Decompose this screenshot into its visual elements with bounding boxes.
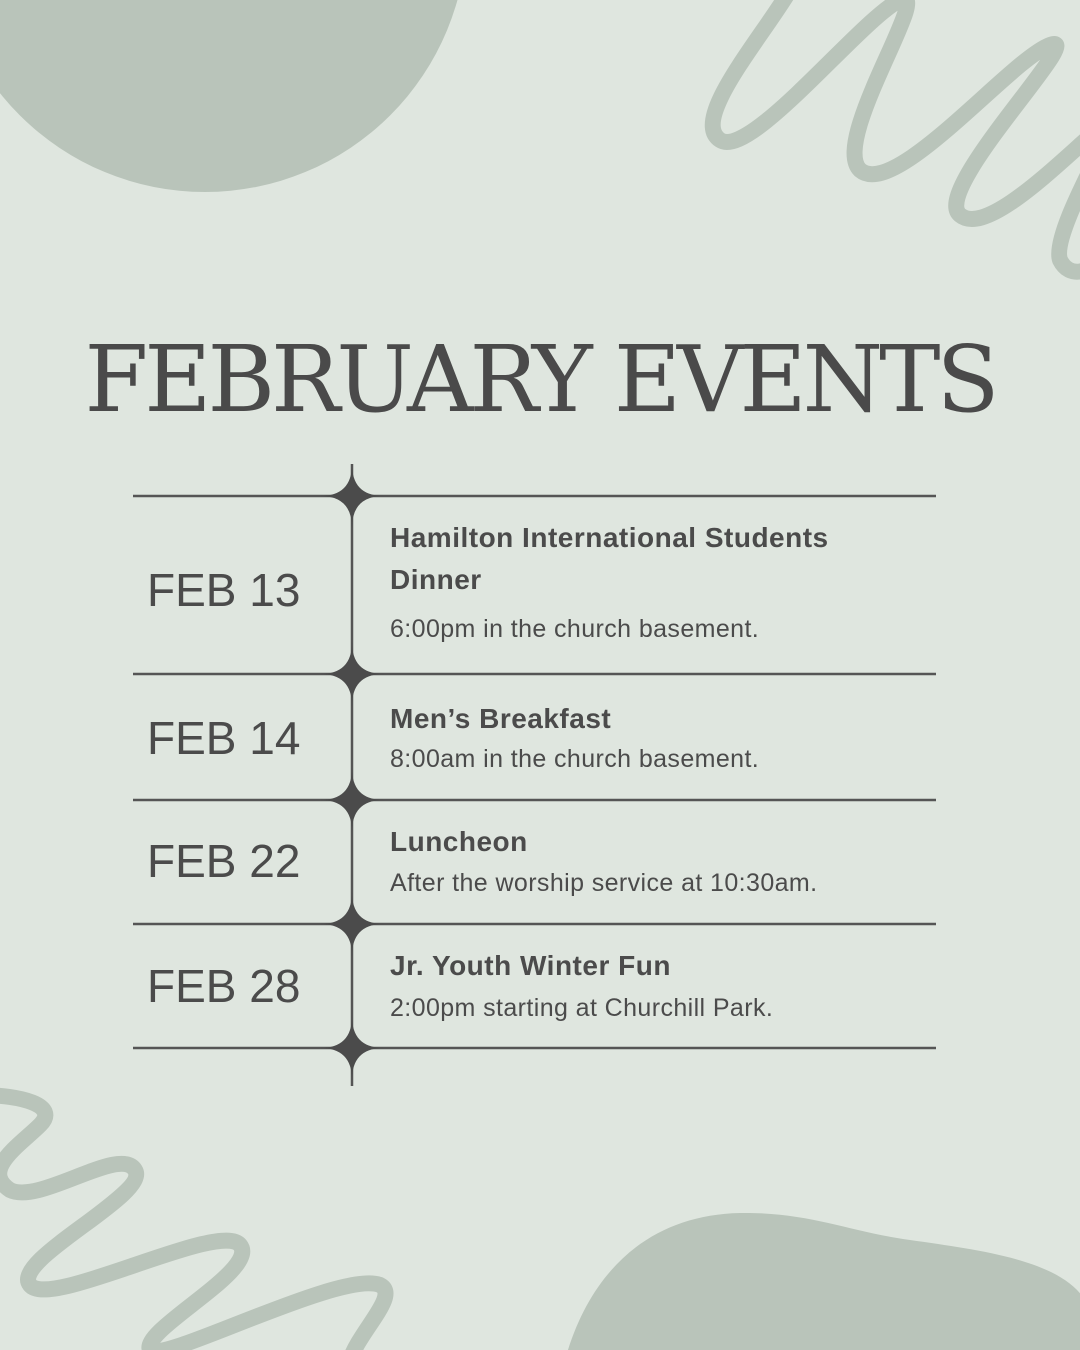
star-ornament-icon	[320, 768, 384, 832]
event-detail: 8:00am in the church basement.	[390, 745, 760, 773]
event-title: Luncheon	[390, 826, 528, 857]
event-date: FEB 28	[147, 960, 301, 1012]
event-title: Hamilton International Students Dinner	[390, 522, 829, 595]
event-date: FEB 13	[147, 564, 301, 616]
event-title: Men’s Breakfast	[390, 703, 612, 734]
star-ornament-icon	[320, 642, 384, 706]
event-detail: 6:00pm in the church basement.	[390, 615, 760, 643]
event-date: FEB 22	[147, 835, 301, 887]
event-detail: 2:00pm starting at Churchill Park.	[390, 994, 774, 1022]
event-detail: After the worship service at 10:30am.	[390, 869, 818, 897]
page-title: FEBRUARY EVENTS	[84, 326, 996, 433]
star-ornament-icon	[320, 464, 384, 528]
event-date: FEB 14	[147, 712, 301, 764]
star-ornament-icon	[320, 892, 384, 956]
star-ornament-icon	[320, 1016, 384, 1080]
event-title: Jr. Youth Winter Fun	[390, 950, 671, 981]
